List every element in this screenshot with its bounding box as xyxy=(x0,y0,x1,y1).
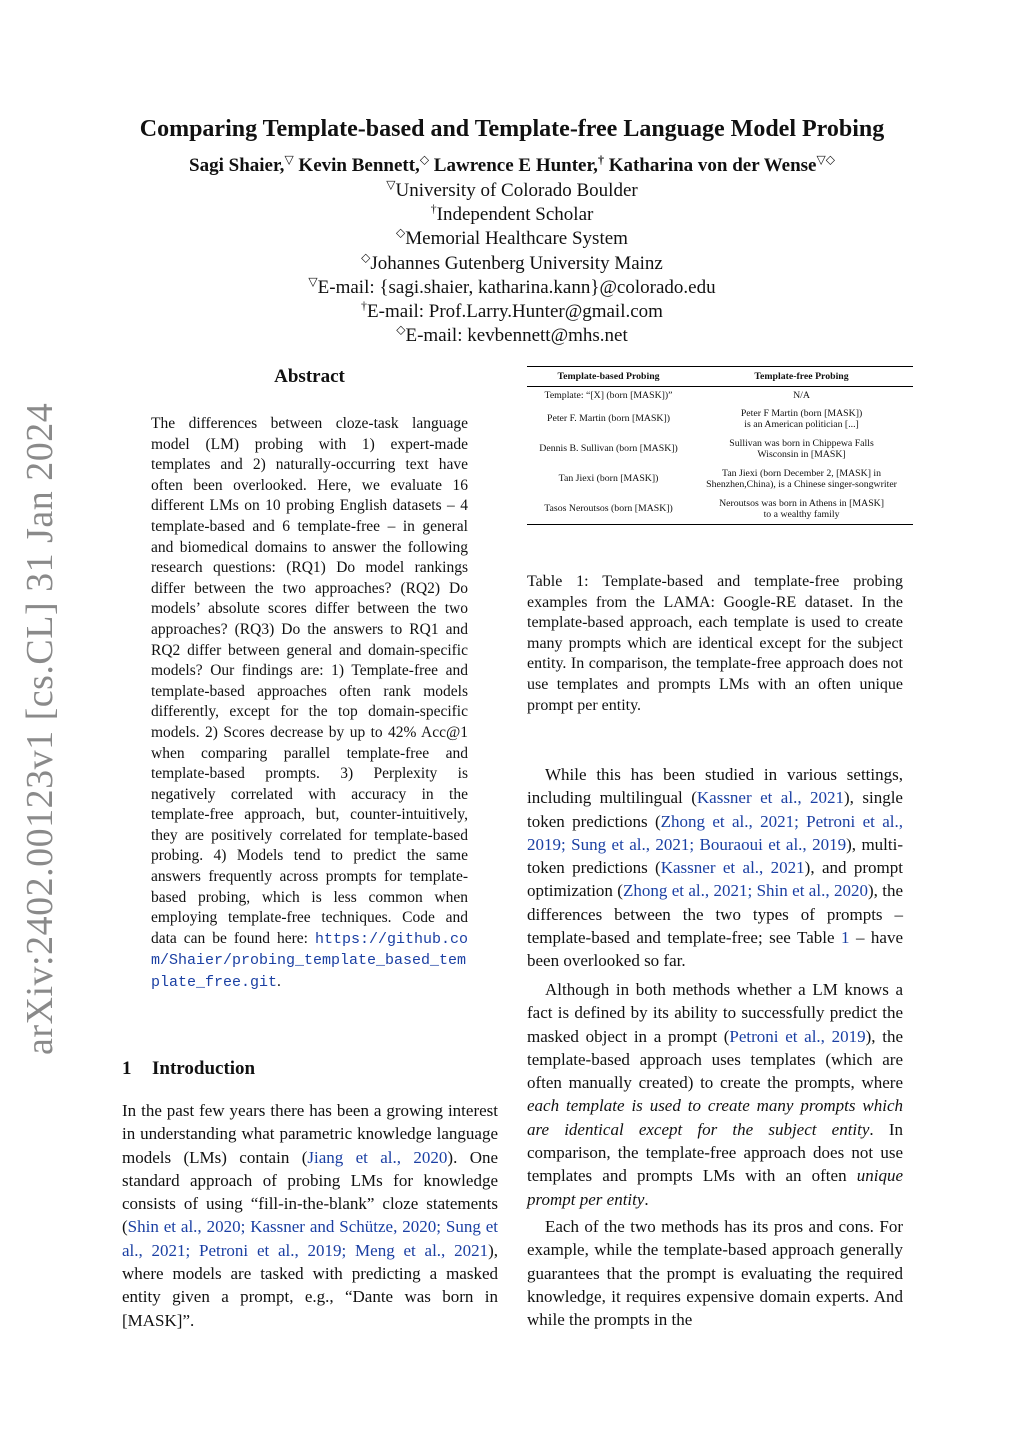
email-line: †E-mail: Prof.Larry.Hunter@gmail.com xyxy=(361,298,663,322)
section-heading: 1 Introduction xyxy=(122,1058,256,1079)
column-header: Template-based Probing xyxy=(557,371,660,382)
emphasis-text: unique prompt per entity xyxy=(527,1166,903,1209)
citation-link[interactable]: Shin et al., 2020; Kassner and Schütze, 2020; Sung et al., 2021; Petroni et al., 2019; Meng et al., 2021 xyxy=(122,1217,498,1260)
template-based-cell: Tan Jiexi (born [MASK]) xyxy=(558,473,659,485)
text-run: While this has been studied in various settings, including multilingual ( xyxy=(527,765,903,808)
text-run: Although in both methods whether a LM knows a fact is defined by its ability to successfully predict the masked object in a prompt ( xyxy=(527,980,903,1046)
text-run: ). One standard approach of probing LMs for knowledge consists of using “fill-in-the-blank” cloze statements ( xyxy=(122,1147,499,1237)
author: Lawrence E Hunter,† xyxy=(433,152,604,176)
table-row xyxy=(527,494,913,525)
template-free-cell: N/A xyxy=(793,389,810,401)
template-free-cell: Tan Jiexi (born December 2, [MASK] in Shenzhen,China), is a Chinese singer-songwriter xyxy=(706,467,897,490)
text-run: – have been overlooked so far. xyxy=(527,928,903,971)
affiliation: ▽University of Colorado Boulder xyxy=(386,177,638,201)
affiliation: ◇Memorial Healthcare System xyxy=(396,225,628,249)
table-row xyxy=(527,434,913,464)
affiliation: †Independent Scholar xyxy=(430,201,594,225)
text-run: ), the template-based approach uses templates (which are often manually created) to create the prompts, where xyxy=(527,1026,903,1093)
text-run: ), the differences between the two types of prompts – template-based and template-free; see Table xyxy=(527,881,904,948)
citation-link[interactable]: Kassner et al., 2021 xyxy=(696,788,845,808)
citation-link[interactable]: Jiang et al., 2020 xyxy=(307,1147,448,1167)
text-run: ), single token predictions ( xyxy=(527,788,903,831)
author: Kevin Bennett,◇ xyxy=(298,152,430,176)
template-free-cell: Peter F Martin (born [MASK]) is an American politician [...] xyxy=(740,407,863,430)
template-free-cell: Sullivan was born in Chippewa Falls Wisconsin in [MASK] xyxy=(729,437,874,460)
citation-link[interactable]: Zhong et al., 2021; Shin et al., 2020 xyxy=(622,881,868,901)
email-line: ◇E-mail: kevbennett@mhs.net xyxy=(396,322,628,346)
affiliation: ◇Johannes Gutenberg University Mainz xyxy=(361,250,663,274)
code-link[interactable]: https://github.com/Shaier/probing_template_based_template_free.git xyxy=(151,930,469,992)
template-based-cell: Peter F. Martin (born [MASK]) xyxy=(547,413,671,425)
author: Sagi Shaier,▽ xyxy=(189,152,294,176)
probing-examples-table xyxy=(527,366,913,525)
abstract-heading: Abstract xyxy=(274,366,345,387)
email-line: ▽E-mail: {sagi.shaier, katharina.kann}@colorado.edu xyxy=(308,274,716,298)
text-run: In the past few years there has been a growing interest in understanding what parametric knowledge language models (LMs) contain ( xyxy=(122,1101,498,1167)
table-caption: Table 1: Template-based and template-free probing examples from the LAMA: Google-RE dataset. In the template-based approach, each template is used to create many prompts which are identical except for the subject entity. In comparison, the template-free approach does not use templates and prompts LMs with an often unique prompt per entity. xyxy=(527,573,903,714)
text-run: ), multi-token predictions ( xyxy=(527,834,903,878)
citation-link[interactable]: 1 xyxy=(840,928,850,948)
template-free-cell: Neroutsos was born in Athens in [MASK] to a wealthy family xyxy=(719,497,884,520)
text-run: . In comparison, the template-free approach does not use templates and prompts LMs with an often xyxy=(527,1119,903,1186)
citation-link[interactable]: Kassner et al., 2021 xyxy=(660,858,805,878)
text-run: ), where models are tasked with predicting a masked entity given a prompt, e.g., “Dante was born in [MASK]”. xyxy=(122,1240,498,1330)
table-row xyxy=(527,464,913,494)
author: Katharina von der Wense▽◇ xyxy=(608,152,835,176)
arxiv-stamp: arXiv:2402.00123v1 [cs.CL] 31 Jan 2024 xyxy=(19,402,61,1055)
citation-link[interactable]: Petroni et al., 2019 xyxy=(729,1026,866,1046)
paper-title: Comparing Template-based and Template-free Language Model Probing xyxy=(139,116,885,142)
body-paragraph xyxy=(527,1215,903,1331)
body-paragraph xyxy=(527,763,903,973)
text-run: ), and prompt optimization ( xyxy=(527,858,903,901)
emphasis-text: each template is used to create many prompts which are identical except for the subject entity xyxy=(527,1096,903,1139)
intro-paragraph xyxy=(122,1099,498,1332)
table-row xyxy=(527,404,913,434)
body-paragraph xyxy=(527,978,903,1211)
citation-link[interactable]: Zhong et al., 2021; Petroni et al., 2019; Sung et al., 2021; Bouraoui et al., 2019 xyxy=(527,811,903,854)
text-run: . xyxy=(644,1189,649,1209)
template-based-cell: Tasos Neroutsos (born [MASK]) xyxy=(544,503,673,515)
table-row xyxy=(527,387,913,405)
abstract-body: The differences between cloze-task language model (LM) probing with 1) expert-made templates and 2) naturally-occurring text have often been overlooked. Here, we evaluate 16 different LMs on 10 probing English datasets – 4 template-based and 6 template-free – in general and biomedical domains to answer the following research questions: (RQ1) Do model rankings differ between the two approaches? (RQ2) Do models’ absolute scores differ between the two approaches? (RQ3) Do the answers to RQ1 and RQ2 differ between general and domain-specific models? Our findings are: 1) Template-free and template-based approaches often rank models differently, except for the top domain-specific models. 2) Scores decrease by up to 42% Acc@1 when comparing parallel template-free and template-based prompts. 3) Perplexity is negatively correlated with accuracy in the template-free approach, but, counter-intuitively, they are positively correlated for template-based probing. 4) Models tend to predict the same answers frequently across prompts for template-based probing, which is less common when employing template-free techniques. Code and data can be found here: https://github.com/Shaier/probing_template_based_template_free.git. xyxy=(151,415,469,992)
table-header-row xyxy=(527,367,913,387)
template-based-cell: Template: “[X] (born [MASK])” xyxy=(544,389,673,401)
template-based-cell: Dennis B. Sullivan (born [MASK]) xyxy=(539,443,678,455)
column-header: Template-free Probing xyxy=(754,371,849,382)
text-run: Each of the two methods has its pros and cons. For example, while the template-based approach generally guarantees that the prompt is evaluating the required knowledge, it requires expensive domain experts. And while the prompts in the xyxy=(527,1217,903,1330)
author-list xyxy=(0,152,1024,177)
